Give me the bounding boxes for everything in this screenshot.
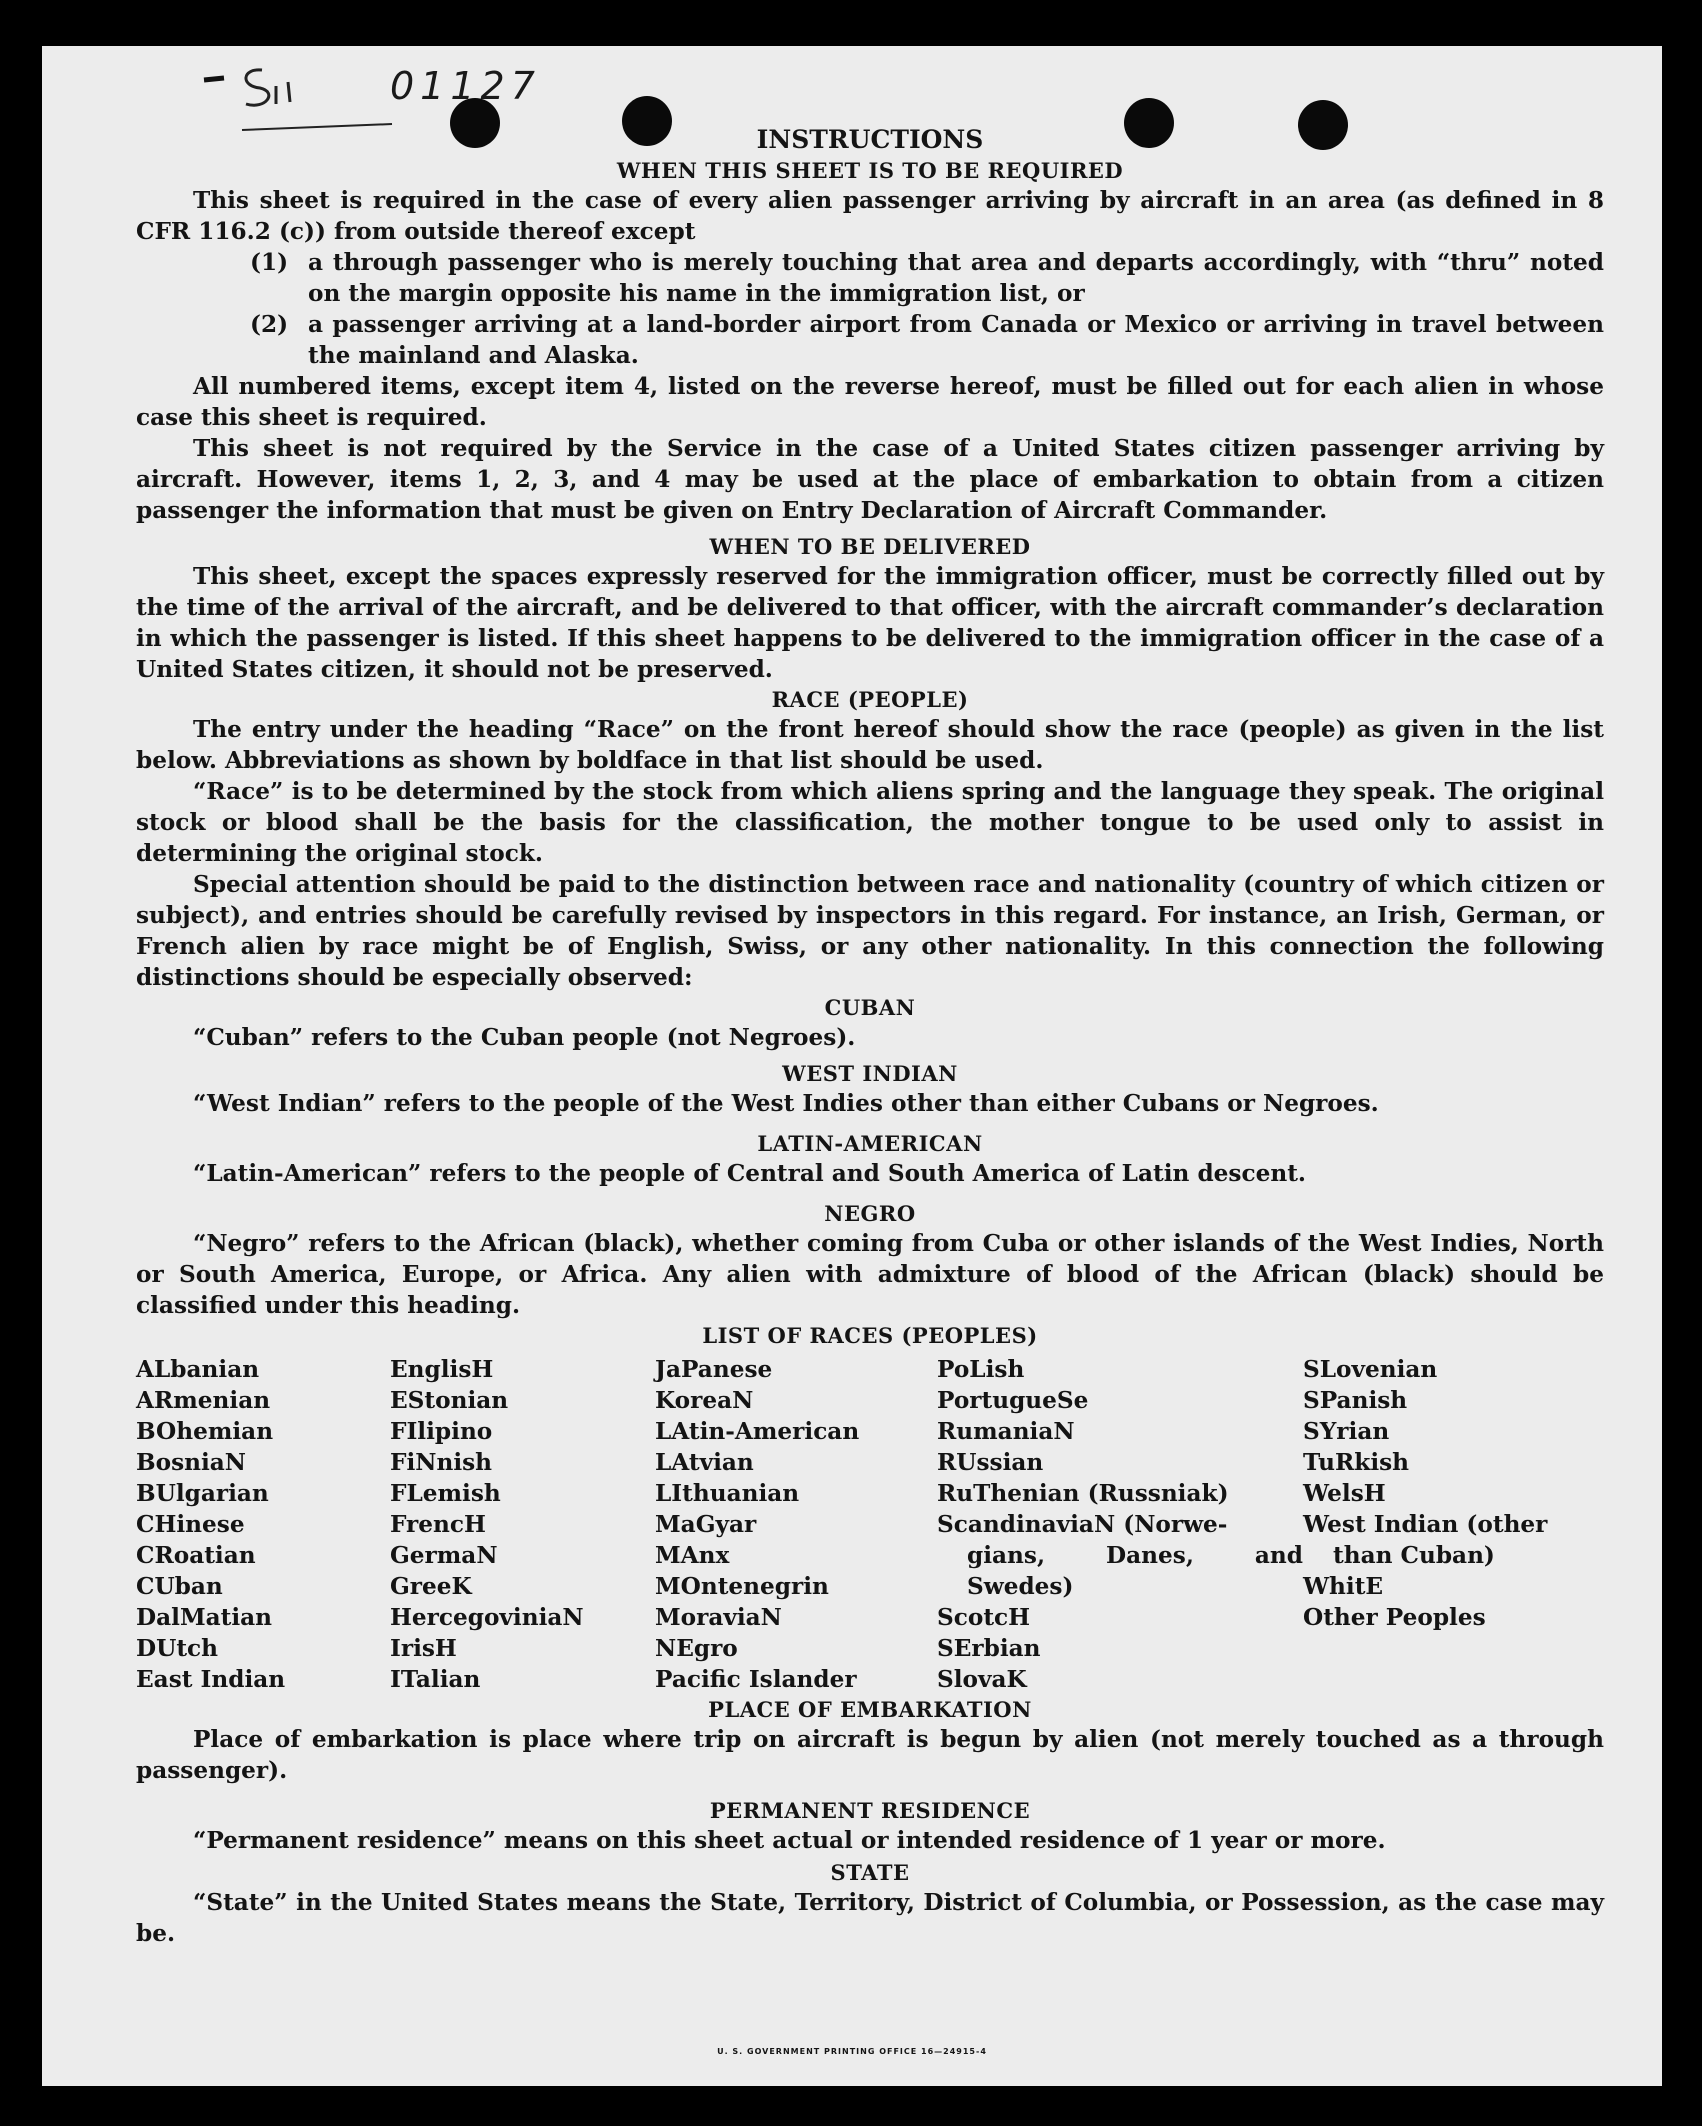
races-column [390, 1354, 655, 1695]
race-entry: CHinese [136, 1511, 245, 1538]
race-entry: MaGyar [655, 1511, 757, 1538]
race-entry: LIthuanian [655, 1480, 800, 1507]
list-item-number: (2) [250, 311, 289, 338]
section-heading: LATIN-AMERICAN [757, 1131, 983, 1156]
paragraph: “Cuban” refers to the Cuban people (not Negroes). [193, 1024, 856, 1051]
race-entry: LAtvian [655, 1449, 754, 1476]
race-entry: ScotcH [937, 1604, 1031, 1631]
printer-imprint: U. S. GOVERNMENT PRINTING OFFICE 16—24915-4 [717, 2047, 987, 2056]
instructions-body [136, 124, 1604, 1949]
list-item-number: (1) [250, 249, 289, 276]
race-entry: than Cuban) [1333, 1542, 1495, 1569]
paragraph: This sheet, except the spaces expressly reserved for the immigration officer, must be correctly filled out by the time of the arrival of the aircraft, and be delivered to that officer, with the aircraft commander’s declaration in which the passenger is listed. If this sheet happens to be delivered to the immigration officer in the case of a United States citizen, it should not be preserved. [136, 563, 1604, 683]
race-entry: MOntenegrin [655, 1573, 829, 1600]
race-entry: FIlipino [390, 1418, 493, 1445]
race-entry: ScandinaviaN (Norwe- [937, 1511, 1228, 1538]
race-entry: LAtin-American [655, 1418, 860, 1445]
paragraph: Special attention should be paid to the distinction between race and nationality (country of which citizen or subject), and entries should be carefully revised by inspectors in this regard. For instance, an Irish, German, or French alien by race might be of English, Swiss, or any other nationality. In this connection the following distinctions should be especially observed: [136, 871, 1604, 991]
race-entry: RUssian [937, 1449, 1044, 1476]
race-entry: BUlgarian [136, 1480, 269, 1507]
race-entry: RuThenian (Russniak) [937, 1480, 1229, 1507]
race-entry: PoLish [937, 1356, 1025, 1383]
race-entry: KoreaN [655, 1387, 754, 1414]
list-item [136, 309, 1604, 371]
race-entry: FLemish [390, 1480, 501, 1507]
race-entry: gians, Danes, and [967, 1542, 1303, 1569]
race-entry: RumaniaN [937, 1418, 1075, 1445]
race-entry: West Indian (other [1303, 1511, 1548, 1538]
handwritten-number: 01127 [390, 64, 541, 108]
paragraph: This sheet is required in the case of every alien passenger arriving by aircraft in an area (as defined in 8 CFR 116.2 (c)) from outside thereof except [136, 187, 1604, 245]
paragraph: “West Indian” refers to the people of the West Indies other than either Cubans or Negroes. [193, 1090, 1379, 1117]
race-entry: SlovaK [937, 1666, 1027, 1693]
paragraph: This sheet is not required by the Service in the case of a United States citizen passenger arriving by aircraft. However, items 1, 2, 3, and 4 may be used at the place of embarkation to obtain from a citizen passenger the information that must be given on Entry Declaration of Aircraft Commander. [136, 435, 1604, 524]
races-column [136, 1354, 390, 1695]
race-entry: ITalian [390, 1666, 481, 1693]
race-entry: CUban [136, 1573, 223, 1600]
race-entry: BOhemian [136, 1418, 274, 1445]
section-heading: WHEN THIS SHEET IS TO BE REQUIRED [616, 158, 1124, 183]
race-entry: DalMatian [136, 1604, 273, 1631]
paragraph: “Latin-American” refers to the people of Central and South America of Latin descent. [193, 1160, 1306, 1187]
race-entry: MAnx [655, 1542, 730, 1569]
paragraph: The entry under the heading “Race” on the front hereof should show the race (people) as given in the list below. Abbreviations as shown by boldface in that list should be used. [136, 716, 1604, 774]
section-heading: PLACE OF EMBARKATION [708, 1697, 1032, 1722]
document-page [42, 46, 1662, 2086]
race-entry: BosniaN [136, 1449, 247, 1476]
section-heading: STATE [830, 1860, 910, 1885]
race-entry: GreeK [390, 1573, 472, 1600]
race-entry: Other Peoples [1303, 1604, 1486, 1631]
race-entry: SErbian [937, 1635, 1041, 1662]
section-heading: WEST INDIAN [782, 1061, 958, 1086]
race-entry: WhitE [1303, 1573, 1384, 1600]
section-heading: CUBAN [824, 995, 916, 1020]
section-heading: PERMANENT RESIDENCE [709, 1798, 1031, 1823]
races-column [1303, 1354, 1604, 1695]
race-entry: ARmenian [136, 1387, 271, 1414]
race-entry: SPanish [1303, 1387, 1408, 1414]
section-heading: WHEN TO BE DELIVERED [709, 534, 1031, 559]
race-entry: East Indian [136, 1666, 286, 1693]
race-entry: JaPanese [655, 1356, 773, 1383]
paragraph: “State” in the United States means the State, Territory, District of Columbia, or Possession, as the case may be. [136, 1889, 1604, 1947]
race-entry: TuRkish [1303, 1449, 1410, 1476]
race-entry: DUtch [136, 1635, 219, 1662]
race-entry: EnglisH [390, 1356, 494, 1383]
races-column [655, 1354, 937, 1695]
paragraph: “Race” is to be determined by the stock from which aliens spring and the language they speak. The original stock or blood shall be the basis for the classification, the mother tongue to be used only to assist in determining the original stock. [136, 778, 1604, 867]
paragraph: Place of embarkation is place where trip on aircraft is begun by alien (not merely touched as a through passenger). [136, 1726, 1604, 1784]
race-entry: GermaN [390, 1542, 498, 1569]
race-entry: MoraviaN [655, 1604, 782, 1631]
race-entry: SYrian [1303, 1418, 1390, 1445]
paragraph: “Permanent residence” means on this sheet actual or intended residence of 1 year or more. [193, 1827, 1386, 1854]
section-heading: RACE (PEOPLE) [771, 687, 969, 712]
list-item [136, 247, 1604, 309]
race-entry: ALbanian [136, 1356, 260, 1383]
race-entry: IrisH [390, 1635, 457, 1662]
paragraph: “Negro” refers to the African (black), whether coming from Cuba or other islands of the West Indies, North or South America, Europe, or Africa. Any alien with admixture of blood of the African (black) should be classified under this heading. [136, 1230, 1604, 1319]
race-entry: EStonian [390, 1387, 509, 1414]
paragraph: All numbered items, except item 4, listed on the reverse hereof, must be filled out for each alien in whose case this sheet is required. [136, 373, 1604, 431]
races-list [136, 1354, 1604, 1695]
race-entry: HercegoviniaN [390, 1604, 584, 1631]
page-title: INSTRUCTIONS [756, 125, 984, 154]
race-entry: FiNnish [390, 1449, 493, 1476]
list-item-text: a through passenger who is merely touching that area and departs accordingly, with “thru” noted on the margin opposite his name in the immigration list, or [308, 249, 1604, 307]
race-entry: FrencH [390, 1511, 486, 1538]
race-entry: WelsH [1303, 1480, 1386, 1507]
race-entry: CRoatian [136, 1542, 256, 1569]
races-column [937, 1354, 1303, 1695]
race-entry: Swedes) [967, 1573, 1074, 1600]
race-entry: PortugueSe [937, 1387, 1089, 1414]
race-entry: NEgro [655, 1635, 738, 1662]
section-heading: LIST OF RACES (PEOPLES) [702, 1323, 1038, 1348]
list-item-text: a passenger arriving at a land-border airport from Canada or Mexico or arriving in travel between the mainland and Alaska. [308, 311, 1604, 369]
race-entry: Pacific Islander [655, 1666, 857, 1693]
section-heading: NEGRO [824, 1201, 916, 1226]
race-entry: SLovenian [1303, 1356, 1438, 1383]
